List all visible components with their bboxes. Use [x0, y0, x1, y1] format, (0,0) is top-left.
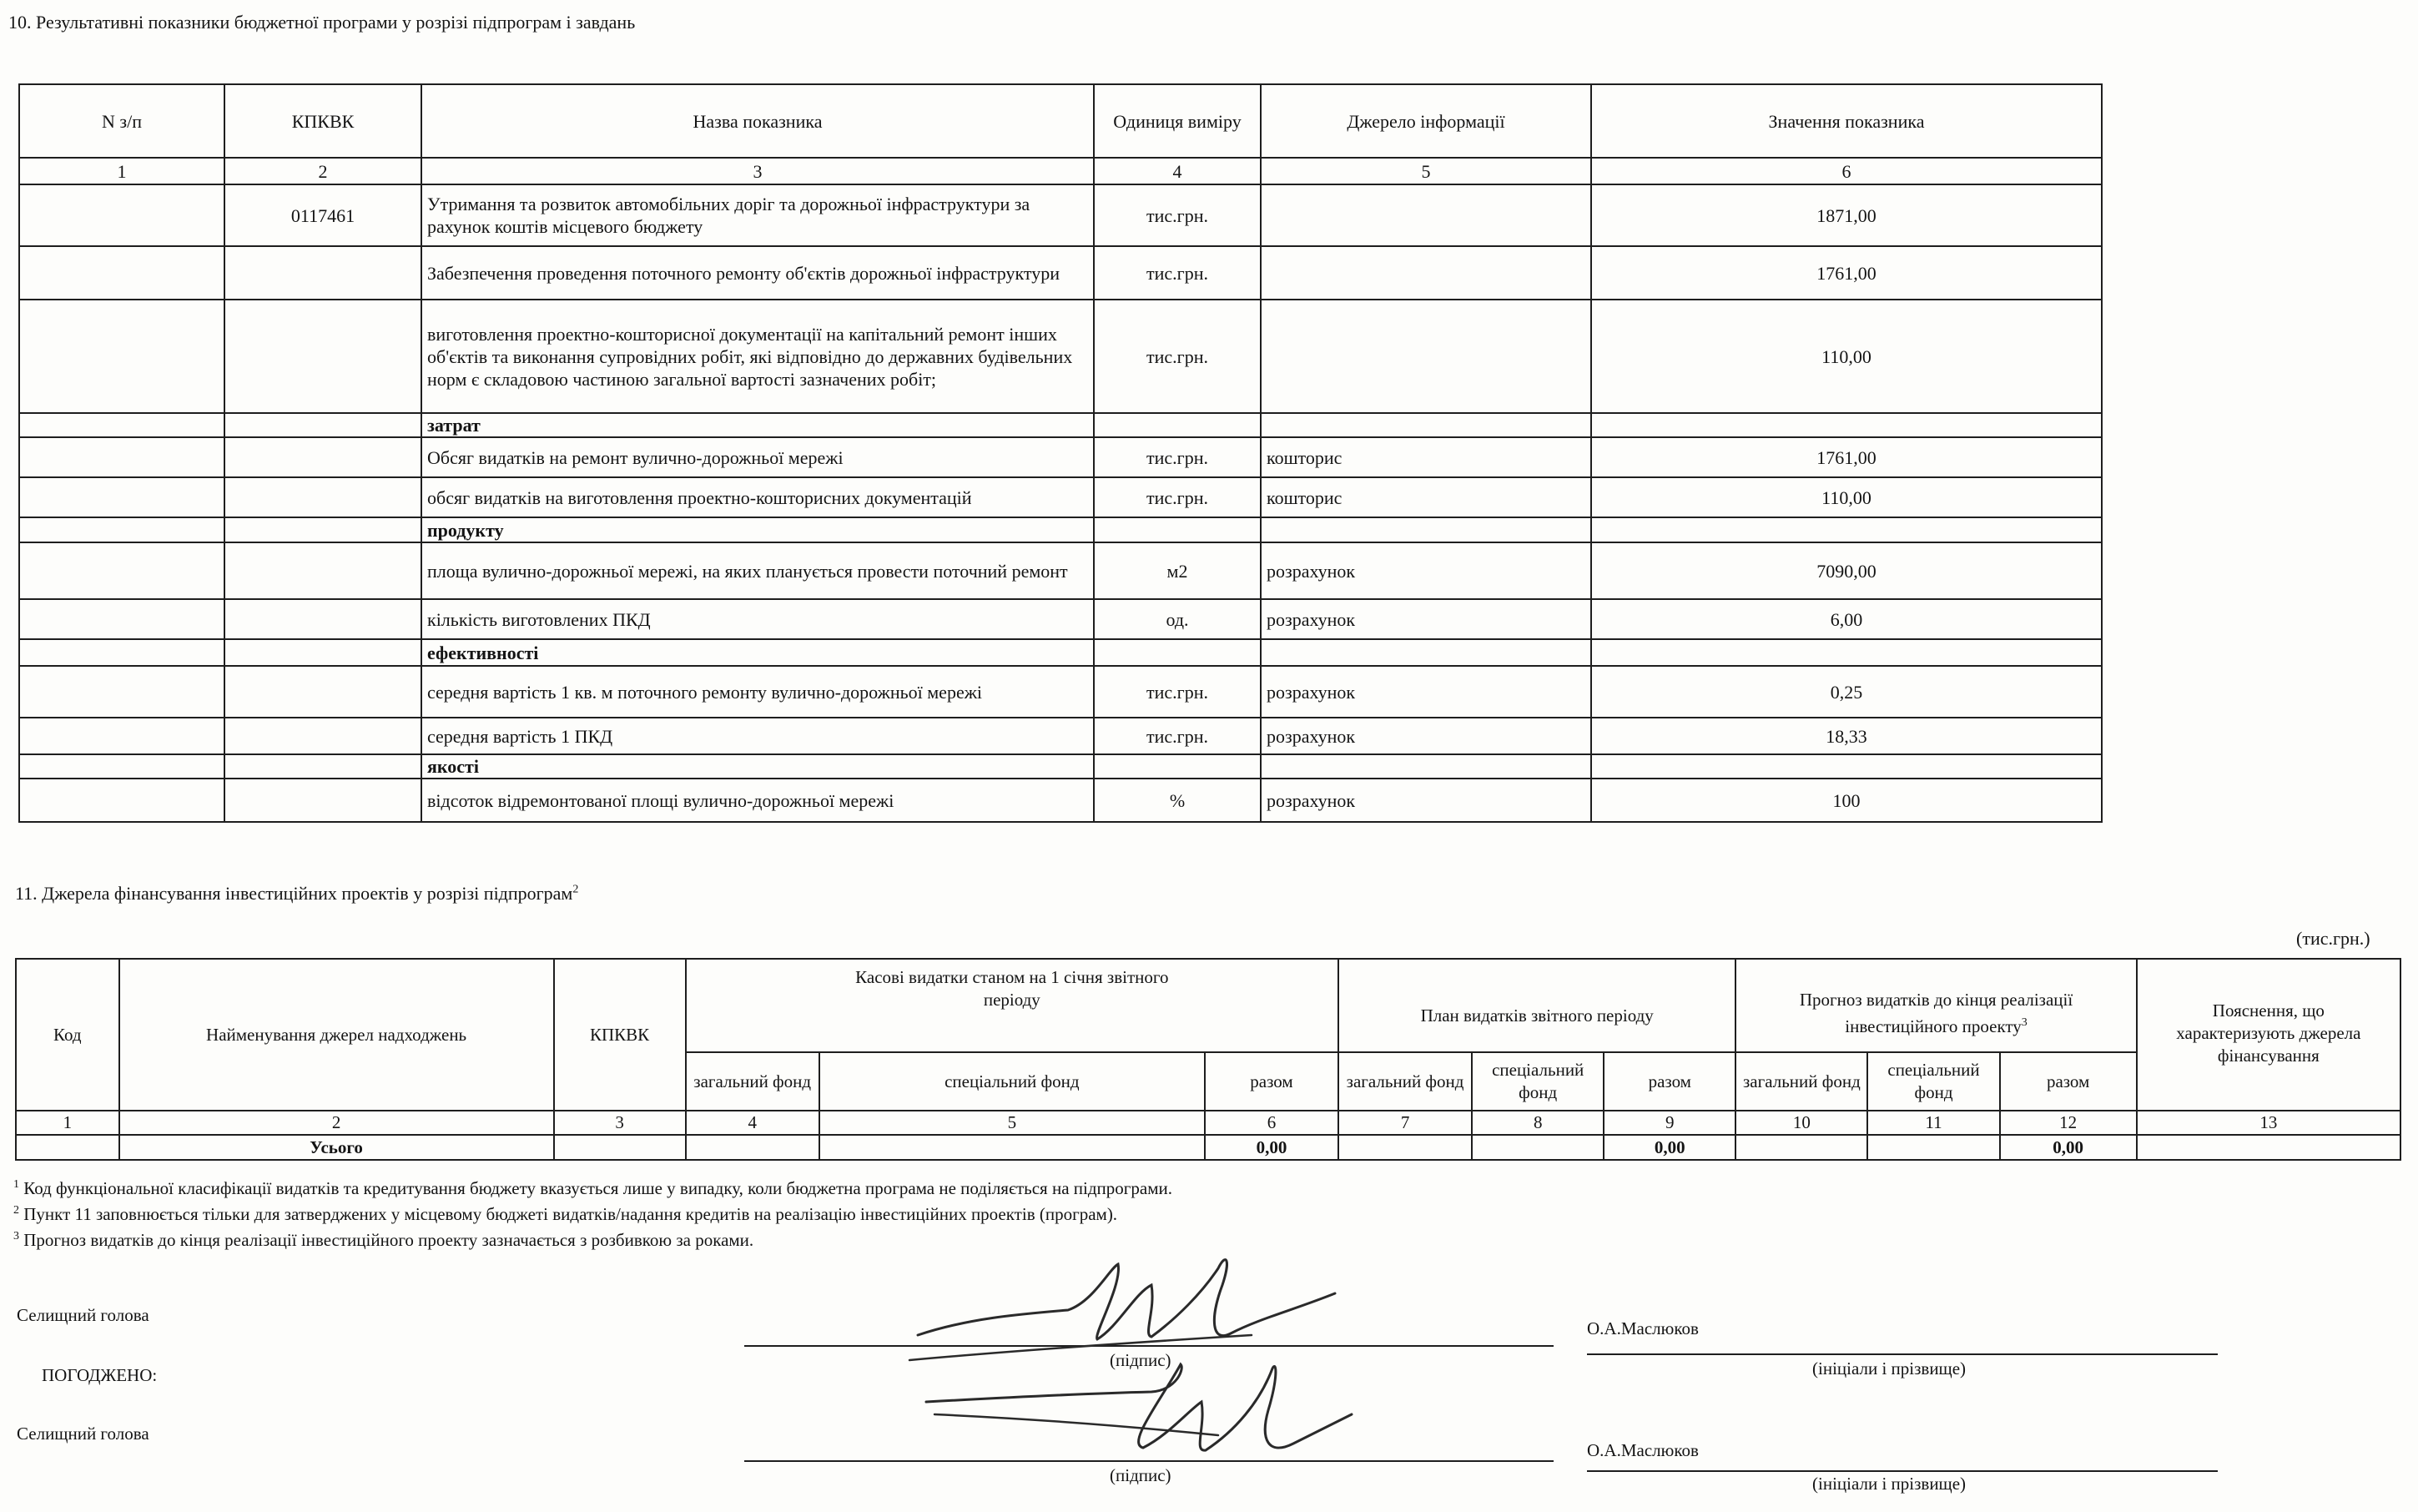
row-unit: м2: [1094, 542, 1261, 599]
total-plan: 0,00: [1604, 1135, 1735, 1160]
row-name: виготовлення проектно-кошторисної документації на капітальний ремонт інших об'єктів та виконання супровідних робіт, які відповідно до державних будівельних норм є складовою частиною загальної вартості зазначених робіт;: [421, 300, 1094, 413]
financing-table: [15, 958, 2401, 1161]
col-header: Касові видатки станом на 1 січня звітного періоду: [686, 959, 1338, 1052]
row-name: відсоток відремонтованої площі вулично-дорожньої мережі: [421, 779, 1094, 822]
col-header: Назва показника: [421, 84, 1094, 158]
group-row: [19, 413, 2102, 437]
row-source: розрахунок: [1261, 666, 1591, 718]
col-number: 1: [19, 158, 224, 184]
col-number: 2: [119, 1111, 554, 1135]
col-header: N з/п: [19, 84, 224, 158]
row-value: 18,33: [1591, 718, 2102, 754]
col-header: Найменування джерел надходжень: [119, 959, 554, 1111]
row-source: розрахунок: [1261, 542, 1591, 599]
column-number-row: [16, 1111, 2400, 1135]
row-unit: тис.грн.: [1094, 184, 1261, 246]
row-unit: тис.грн.: [1094, 437, 1261, 477]
row-value: 110,00: [1591, 477, 2102, 517]
signer-position: Селищний голова: [17, 1424, 149, 1444]
row-name: середня вартість 1 ПКД: [421, 718, 1094, 754]
table-header-row: [16, 959, 2400, 1052]
indicators-table: [18, 83, 2103, 823]
row-value: 100: [1591, 779, 2102, 822]
row-name: середня вартість 1 кв. м поточного ремонту вулично-дорожньої мережі: [421, 666, 1094, 718]
col-header: КПКВК: [554, 959, 686, 1111]
table-row: [19, 300, 2102, 413]
row-name: площа вулично-дорожньої мережі, на яких планується провести поточний ремонт: [421, 542, 1094, 599]
col-header: Прогноз видатків до кінця реалізації інвестиційного проекту$^3$: [1735, 959, 2136, 1052]
col-number: 8: [1472, 1111, 1604, 1135]
row-kpkvk: 0117461: [224, 184, 421, 246]
row-unit: тис.грн.: [1094, 300, 1261, 413]
col-number: 7: [1338, 1111, 1472, 1135]
col-header: Пояснення, що характеризують джерела фінансування: [2137, 959, 2400, 1111]
table-row: [19, 599, 2102, 639]
row-name: Утримання та розвиток автомобільних доріг та дорожньої інфраструктури за рахунок коштів місцевого бюджету: [421, 184, 1094, 246]
col-header: Одиниця виміру: [1094, 84, 1261, 158]
col-subheader: спеціальний фонд: [1867, 1052, 1999, 1111]
row-source: кошторис: [1261, 477, 1591, 517]
row-value: 1761,00: [1591, 437, 2102, 477]
row-name: Забезпечення проведення поточного ремонту об'єктів дорожньої інфраструктури: [421, 246, 1094, 300]
col-number: 11: [1867, 1111, 1999, 1135]
row-unit: тис.грн.: [1094, 246, 1261, 300]
col-header: Код: [16, 959, 119, 1111]
row-source: кошторис: [1261, 437, 1591, 477]
col-number: 3: [554, 1111, 686, 1135]
row-source: [1261, 246, 1591, 300]
row-source: розрахунок: [1261, 779, 1591, 822]
row-value: 0,25: [1591, 666, 2102, 718]
row-source: розрахунок: [1261, 718, 1591, 754]
col-number: 12: [2000, 1111, 2137, 1135]
col-number: 10: [1735, 1111, 1867, 1135]
col-number: 2: [224, 158, 421, 184]
row-value: 1761,00: [1591, 246, 2102, 300]
name-caption: (ініціали і прізвище): [1812, 1358, 1967, 1378]
signature-caption: (підпис): [1110, 1465, 1171, 1485]
col-header: План видатків звітного періоду: [1338, 959, 1735, 1052]
col-subheader: разом: [1205, 1052, 1338, 1111]
signer-name: О.А.Маслюков: [1587, 1318, 1699, 1338]
col-number: 6: [1591, 158, 2102, 184]
col-number: 5: [819, 1111, 1205, 1135]
row-value: 7090,00: [1591, 542, 2102, 599]
col-number: 4: [1094, 158, 1261, 184]
total-forecast: 0,00: [2000, 1135, 2137, 1160]
row-source: [1261, 184, 1591, 246]
col-subheader: загальний фонд: [1735, 1052, 1867, 1111]
table-row: [19, 184, 2102, 246]
table-header-row: [19, 84, 2102, 158]
row-unit: од.: [1094, 599, 1261, 639]
handwritten-signature-icon: [901, 1352, 1368, 1485]
row-unit: тис.грн.: [1094, 666, 1261, 718]
name-line: [1587, 1470, 2218, 1472]
col-number: 6: [1205, 1111, 1338, 1135]
signer-position: Селищний голова: [17, 1305, 149, 1325]
group-row: [19, 639, 2102, 666]
col-number: 9: [1604, 1111, 1735, 1135]
col-number: 4: [686, 1111, 819, 1135]
col-number: 1: [16, 1111, 119, 1135]
col-header: КПКВК: [224, 84, 421, 158]
group-row: [19, 754, 2102, 779]
name-line: [1587, 1353, 2218, 1355]
col-subheader: спеціальний фонд: [1472, 1052, 1604, 1111]
col-number: 13: [2137, 1111, 2400, 1135]
name-caption: (ініціали і прізвище): [1812, 1474, 1967, 1494]
col-number: 5: [1261, 158, 1591, 184]
group-label: затрат: [421, 413, 1094, 437]
approved-label: ПОГОДЖЕНО:: [42, 1365, 158, 1385]
col-subheader: загальний фонд: [1338, 1052, 1472, 1111]
col-subheader: загальний фонд: [686, 1052, 819, 1111]
row-name: Обсяг видатків на ремонт вулично-дорожньої мережі: [421, 437, 1094, 477]
column-number-row: [19, 158, 2102, 184]
row-unit: тис.грн.: [1094, 477, 1261, 517]
row-source: [1261, 300, 1591, 413]
total-row: [16, 1135, 2400, 1160]
col-subheader: спеціальний фонд: [819, 1052, 1205, 1111]
row-value: 1871,00: [1591, 184, 2102, 246]
signer-name: О.А.Маслюков: [1587, 1440, 1699, 1460]
footnote: $^1$ Код функціональної класифікації видатків та кредитування бюджету вказується лише у випадку, коли бюджетна програма не поділяється на підпрограми. $^2$ Пункт 11 заповнюється тільки для затверджених у місцевому бюджеті видатків/надання кредитів на реалізацію інвестиційних проектів (програм). $^3$ Прогноз видатків до кінця реалізації інвестиційного проекту зазначається з розбивкою за роками.: [13, 1178, 1172, 1250]
row-name: кількість виготовлених ПКД: [421, 599, 1094, 639]
table-row: [19, 437, 2102, 477]
group-label: продукту: [421, 517, 1094, 542]
table-row: [19, 779, 2102, 822]
group-row: [19, 517, 2102, 542]
total-label: Усього: [119, 1135, 554, 1160]
group-label: якості: [421, 754, 1094, 779]
units-label: (тис.грн.): [2296, 928, 2370, 949]
section10-title: 10. Результативні показники бюджетної програми у розрізі підпрограм і завдань: [8, 12, 636, 33]
col-subheader: разом: [1604, 1052, 1735, 1111]
table-row: [19, 246, 2102, 300]
total-cash: 0,00: [1205, 1135, 1338, 1160]
row-value: 6,00: [1591, 599, 2102, 639]
col-header: Значення показника: [1591, 84, 2102, 158]
section11-title: 11. Джерела фінансування інвестиційних проектів у розрізі підпрограм$^2$: [15, 883, 579, 904]
signature-caption: (підпис): [1110, 1350, 1171, 1370]
row-name: обсяг видатків на виготовлення проектно-кошторисних документацій: [421, 477, 1094, 517]
row-unit: %: [1094, 779, 1261, 822]
col-number: 3: [421, 158, 1094, 184]
row-source: розрахунок: [1261, 599, 1591, 639]
table-row: [19, 542, 2102, 599]
row-value: 110,00: [1591, 300, 2102, 413]
col-subheader: разом: [2000, 1052, 2137, 1111]
table-row: [19, 718, 2102, 754]
table-row: [19, 666, 2102, 718]
row-unit: тис.грн.: [1094, 718, 1261, 754]
table-row: [19, 477, 2102, 517]
col-header: Джерело інформації: [1261, 84, 1591, 158]
group-label: ефективності: [421, 639, 1094, 666]
